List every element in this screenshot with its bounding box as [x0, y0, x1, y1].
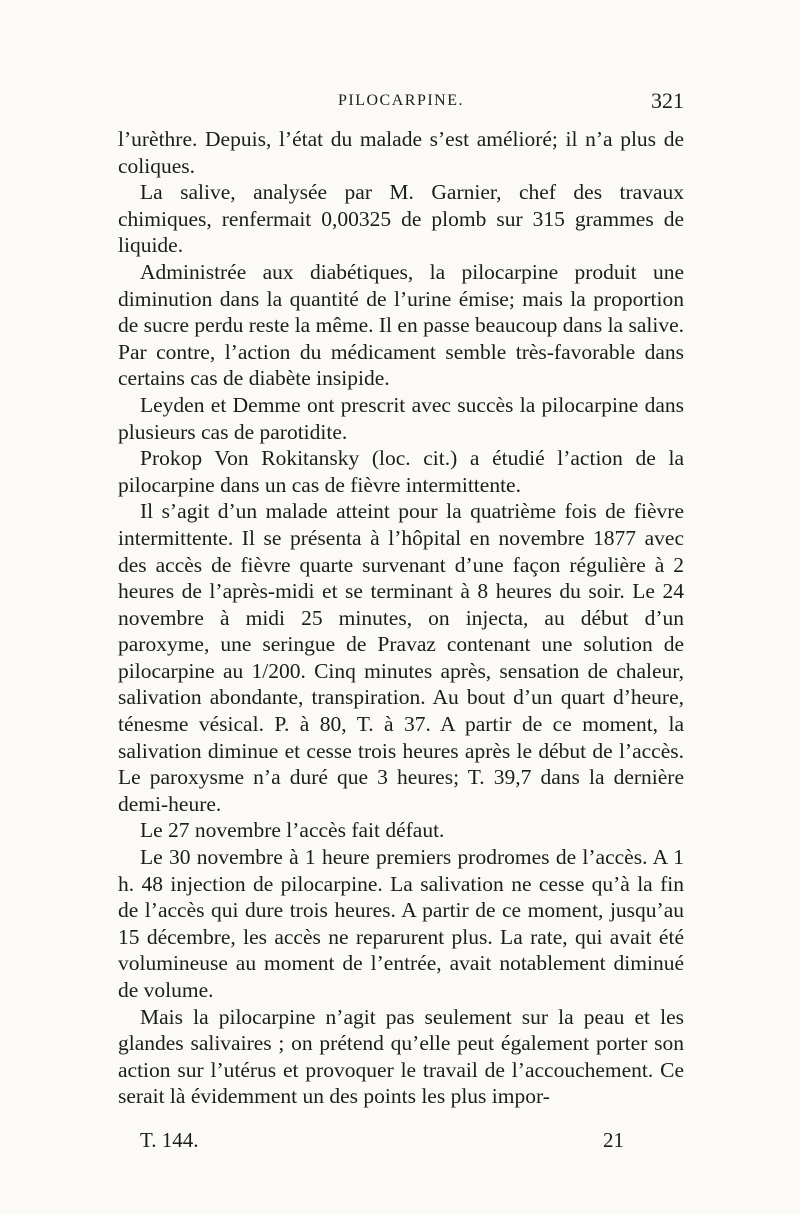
page-number: 321 [651, 88, 684, 113]
running-title: PILOCARPINE. [337, 92, 464, 109]
volume-mark: T. 144. [140, 1128, 199, 1152]
paragraph: Administrée aux diabétiques, la pilocarpine produit une diminution dans la quantité de l’urine émise; mais la proportion de sucre perdu reste la même. Il en passe beaucoup dans la salive. Par contre, l’action du médicament semble très-favorable dans certains cas de diabète insipide. [118, 259, 684, 391]
footer-signature-line [140, 1128, 624, 1158]
signature-mark: 21 [603, 1128, 624, 1152]
paragraph: La salive, analysée par M. Garnier, chef des travaux chimiques, renfermait 0,00325 de plomb sur 315 grammes de liquide. [118, 180, 684, 258]
paragraph: Le 27 novembre l’accès fait défaut. [140, 818, 445, 843]
body-text [118, 126, 684, 1110]
running-head [118, 88, 684, 122]
paragraph: Leyden et Demme ont prescrit avec succès la pilocarpine dans plusieurs cas de parotidite. [118, 392, 684, 444]
paragraph: Prokop Von Rokitansky (loc. cit.) a étudié l’action de la pilocarpine dans un cas de fièvre intermittente. [118, 446, 684, 497]
paragraph-continuation: l’urèthre. Depuis, l’état du malade s’est amélioré; il n’a plus de coliques. [118, 127, 684, 178]
paragraph: Il s’agit d’un malade atteint pour la quatrième fois de fièvre intermittente. Il se présenta à l’hôpital en novembre 1877 avec des accès de fièvre quarte survenant d’une façon régulière à 2 heures de l’après-midi et se terminant à 8 heures du soir. Le 24 novembre à midi 25 minutes, on injecta, au début d’un paroxyme, une seringue de Pravaz contenant une solution de pilocarpine au 1/200. Cinq minutes après, sensation de chaleur, salivation abondante, transpiration. Au bout d’un quart d’heure, ténesme vésical. P. à 80, T. à 37. A partir de ce moment, la salivation diminue et cesse trois heures après le début de l’accès. Le paroxysme n’a duré que 3 heures; T. 39,7 dans la dernière demi-heure. [118, 499, 684, 816]
paragraph: Le 30 novembre à 1 heure premiers prodromes de l’accès. A 1 h. 48 injection de pilocarpine. La salivation ne cesse qu’à la fin de l’accès qui dure trois heures. A partir de ce moment, jusqu’au 15 décembre, les accès ne reparurent plus. La rate, qui avait été volumineuse au moment de l’entrée, avait notablement diminué de volume. [118, 845, 684, 1002]
paragraph: Mais la pilocarpine n’agit pas seulement sur la peau et les glandes salivaires ; on prétend qu’elle peut également porter son action sur l’utérus et provoquer le travail de l’accouchement. Ce serait là évidemment un des points les plus impor- [118, 1004, 684, 1109]
